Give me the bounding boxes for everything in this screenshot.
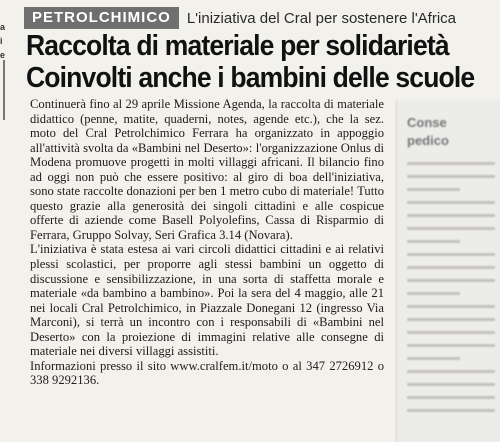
- text-line: [407, 175, 495, 178]
- text-line: [407, 331, 495, 334]
- text-line: [407, 266, 495, 269]
- adjacent-article-heading: [407, 114, 500, 150]
- text-line: [407, 240, 460, 243]
- text-line: [407, 383, 495, 386]
- adjacent-article-text: [407, 162, 495, 422]
- edge-fragment: i: [0, 36, 3, 46]
- kicker-subtitle: L'iniziativa del Cral per sostenere l'Africa: [186, 9, 457, 27]
- text-line: [407, 344, 495, 347]
- text-line: [407, 396, 495, 399]
- article-paragraph: L'iniziativa è stata estesa ai vari circoli didattici cittadini e ai relativi plessi scolastici, per proporre agli stessi bambini un oggetto di discussione e sensibilizzazione, in una sorta di staffetta morale e materiale «da bambino a bambino». Poi la sera del 4 maggio, alle 21 nei locali Cral Petrolchimico, in Piazzale Donegani 12 (ingresso Via Marconi), si terrà un incontro con i responsabili di «Bambini nel Deserto» con la proiezione di immagini relative alle consegne di materiale nei diversi villaggi assistiti.: [30, 242, 384, 359]
- text-line: [407, 162, 495, 165]
- adjacent-article-blurred: [396, 100, 500, 442]
- headline: [26, 30, 498, 94]
- section-tag: PETROLCHIMICO: [24, 7, 179, 29]
- text-line: [407, 188, 460, 191]
- text-line: [407, 409, 495, 412]
- adjacent-heading-line-1: Conse: [407, 115, 447, 130]
- adjacent-column-edge: [0, 0, 14, 442]
- adjacent-heading-line-2: pedico: [407, 133, 449, 148]
- edge-fragment: a: [0, 22, 6, 32]
- text-line: [407, 370, 495, 373]
- article-body: [30, 97, 384, 388]
- text-line: [407, 214, 495, 217]
- text-line: [407, 227, 495, 230]
- headline-line-2: Coinvolti anche i bambini delle scuole: [26, 62, 475, 94]
- article-paragraph: Continuerà fino al 29 aprile Missione Agenda, la raccolta di materiale didattico (penne, matite, quaderni, notes, agende etc.), che la sez. moto del Cral Petrolchimico Ferrara ha organizzato in appoggio all'attività svolta da «Bambini nel Deserto»: l'organizzazione Onlus di Modena promuove progetti in molti villaggi africani. Il bilancio fino ad oggi non può che essere positivo: al giro di boa dell'iniziativa, sono state raccolte donazioni per ben 1 metro cubo di materiale! Tutto questo grazie alla generosità dei singoli cittadini e alle cospicue offerte di aziende come Basell Polyolefins, Cassa di Risparmio di Ferrara, Gruppo Solvay, Seri Grafica 3.14 (Novara).: [30, 97, 384, 242]
- article-paragraph: Informazioni presso il sito www.cralfem.it/moto o al 347 2726912 o 338 9292136.: [30, 358, 384, 388]
- text-line: [407, 201, 495, 204]
- text-line: [407, 305, 495, 308]
- text-line: [407, 292, 460, 295]
- edge-fragment: e: [0, 50, 6, 60]
- edge-rule: [3, 60, 5, 120]
- text-line: [407, 318, 495, 321]
- text-line: [407, 279, 495, 282]
- text-line: [407, 253, 495, 256]
- kicker: [24, 6, 456, 30]
- text-line: [407, 357, 460, 360]
- headline-line-1: Raccolta di materiale per solidarietà: [26, 30, 449, 62]
